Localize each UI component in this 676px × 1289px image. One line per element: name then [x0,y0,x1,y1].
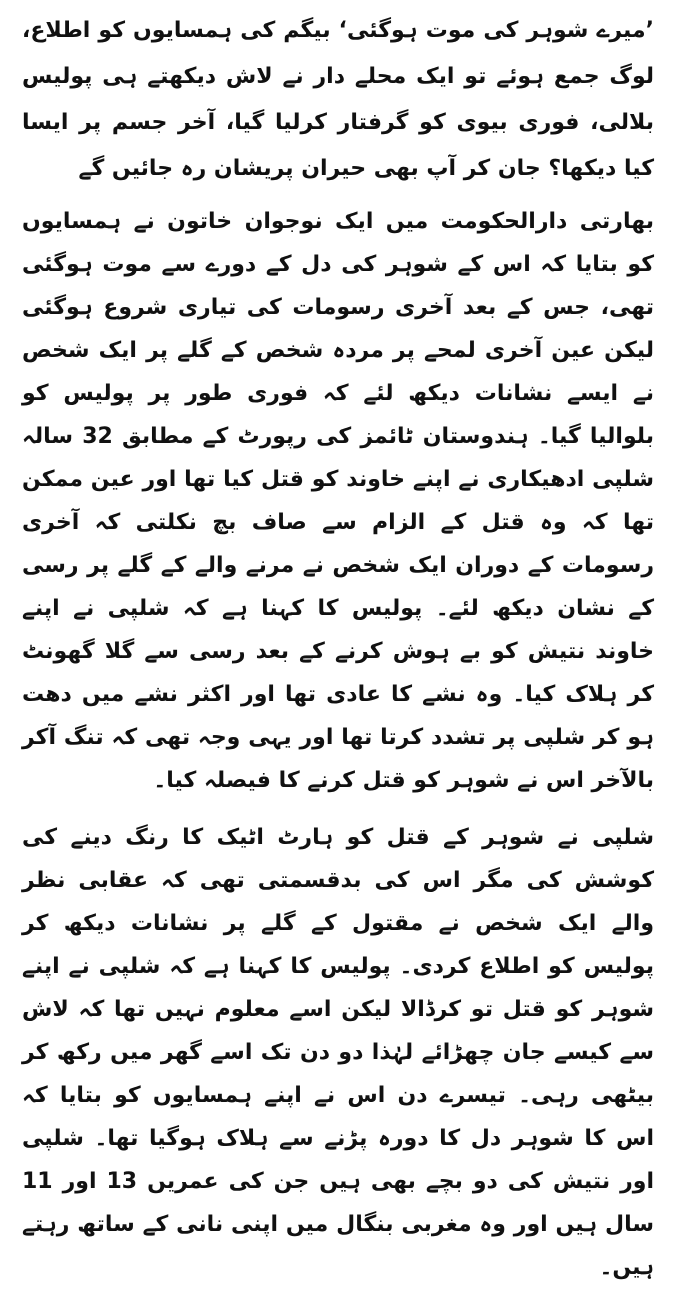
article [22,8,655,1280]
article-headline: ’میرے شوہر کی موت ہوگئی‘ بیگم کی ہمسایوں کو اطلاع، لوگ جمع ہوئے تو ایک محلے دار نے لاش دیکھتے ہی پولیس بلالی، فوری بیوی کو گرفتار کرلیا گیا، آخر جسم پر ایسا کیا دیکھا؟ جان کر آپ بھی حیران پریشان رہ جائیں گے [22,18,654,181]
article-paragraph-1: بھارتی دارالحکومت میں ایک نوجوان خاتون نے ہمسایوں کو بتایا کہ اس کے شوہر کی دل کے دورے سے موت ہوگئی تھی، جس کے بعد آخری رسومات کی تیاری شروع ہوگئی لیکن عین آخری لمحے پر مردہ شخص کے گلے پر ایک شخص نے ایسے نشانات دیکھ لئے کہ فوری طور پر پولیس کو بلوالیا گیا۔ ہندوستان ٹائمز کی رپورٹ کے مطابق 32 سالہ شلپی ادھیکاری نے اپنے خاوند کو قتل کیا تھا اور عین ممکن تھا کہ وہ قتل کے الزام سے صاف بچ نکلتی کہ آخری رسومات کے دوران ایک شخص نے مرنے والے کے گلے پر رسی کے نشان دیکھ لئے۔ پولیس کا کہنا ہے کہ شلپی نے اپنے خاوند نتیش کو بے ہوش کرنے کے بعد رسی سے گلا گھونٹ کر ہلاک کیا۔ وہ نشے کا عادی تھا اور اکثر نشے میں دھت ہو کر شلپی پر تشدد کرتا تھا اور یہی وجہ تھی کہ تنگ آکر بالآخر اس نے شوہر کو قتل کرنے کا فیصلہ کیا۔ [22,209,655,793]
article-paragraph-2: شلپی نے شوہر کے قتل کو ہارٹ اٹیک کا رنگ دینے کی کوشش کی مگر اس کی بدقسمتی تھی کہ عقابی نظر والے ایک شخص نے مقتول کے گلے پر نشانات دیکھ کر پولیس کو اطلاع کردی۔ پولیس کا کہنا ہے کہ شلپی نے اپنے شوہر کو قتل تو کرڈالا لیکن اسے معلوم نہیں تھا کہ لاش سے کیسے جان چھڑائے لہٰذا دو دن تک اسے گھر میں رکھ کر بیٹھی رہی۔ تیسرے دن اس نے اپنے ہمسایوں کو بتایا کہ اس کا شوہر دل کا دورہ پڑنے سے ہلاک ہوگیا تھا۔ شلپی اور نتیش کی دو بچے بھی ہیں جن کی عمریں 13 اور 11 سال ہیں اور وہ مغربی بنگال میں اپنی نانی کے ساتھ رہتے ہیں۔ [22,825,654,1280]
